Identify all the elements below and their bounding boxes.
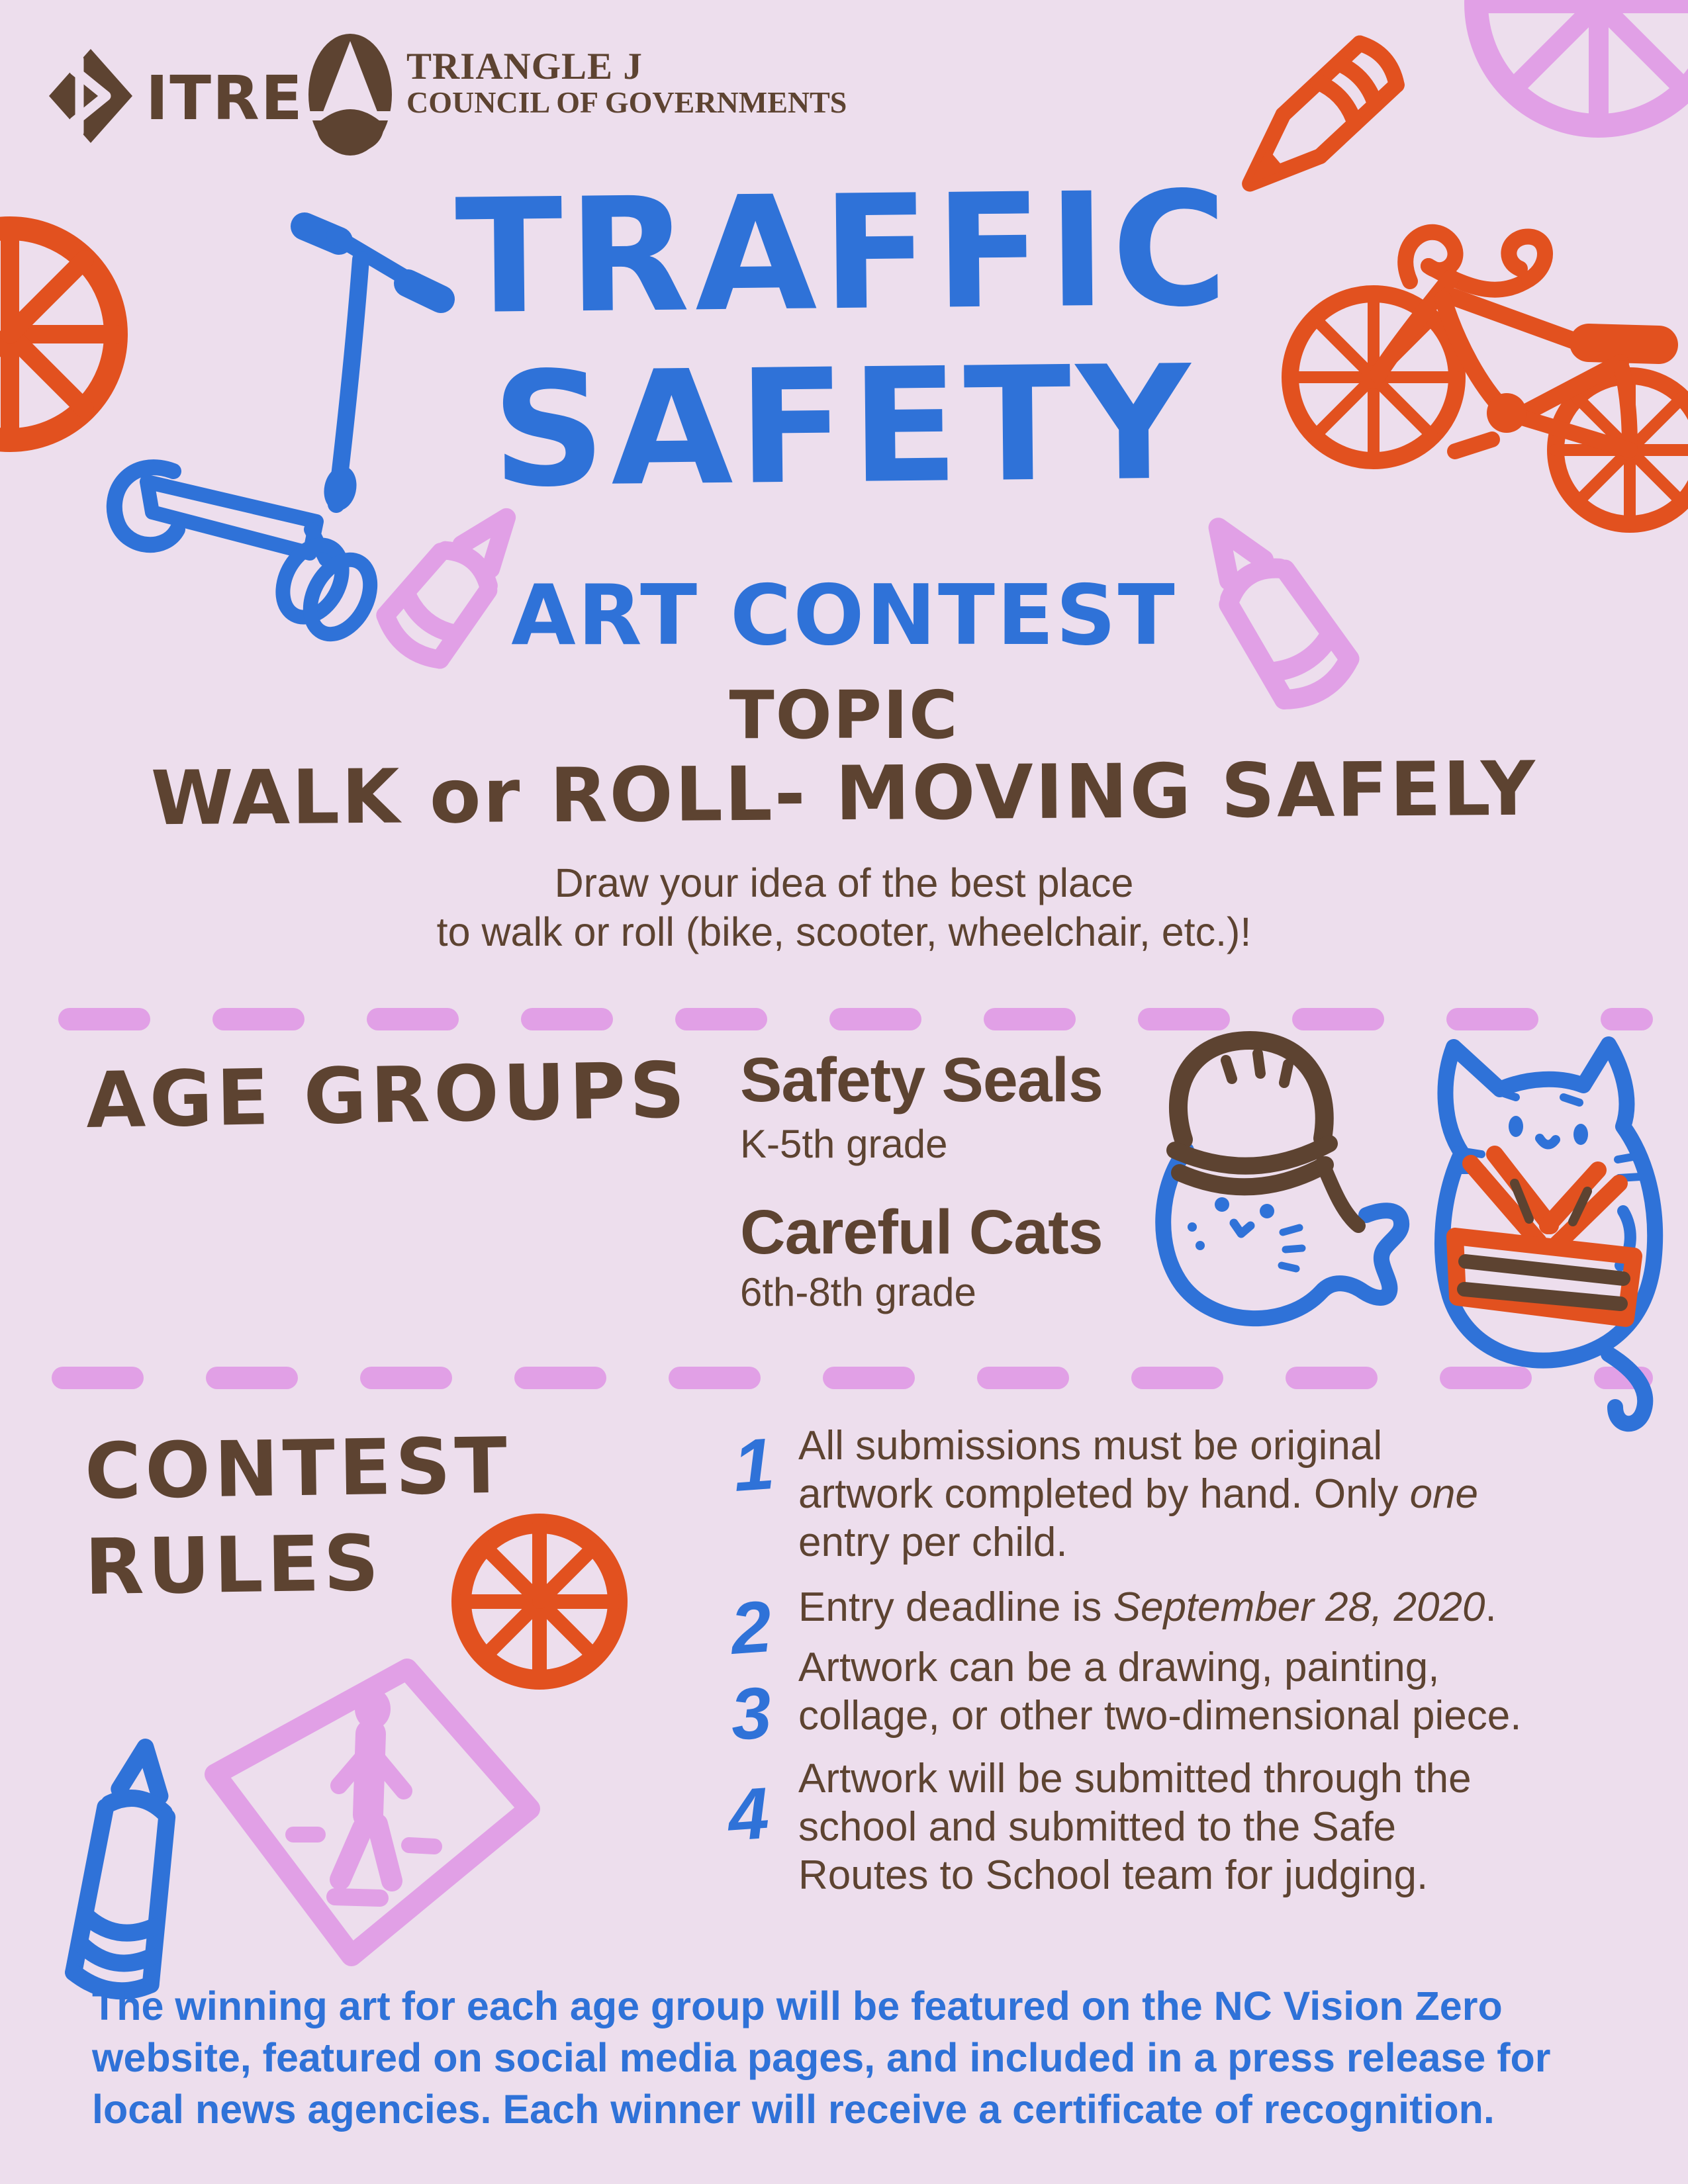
wheel-doodle-top-right-icon bbox=[1476, 0, 1688, 126]
contest-rules-heading-line-2: RULES bbox=[84, 1518, 384, 1613]
footer-line-2: website, featured on social media pages, and included in a press release for bbox=[92, 2035, 1551, 2080]
pedestrian-sign-doodle-icon bbox=[215, 1669, 530, 1956]
topic-label: TOPIC bbox=[729, 676, 959, 754]
contest-rules-heading-line-1: CONTEST bbox=[84, 1421, 512, 1517]
topic-headline: WALK or ROLL- MOVING SAFELY bbox=[150, 745, 1538, 842]
rule-2-number: 2 bbox=[727, 1586, 774, 1670]
tjcog-subtitle: COUNCIL OF GOVERNMENTS bbox=[406, 85, 847, 119]
itre-logo-label: ITRE bbox=[146, 63, 304, 134]
title-line-1: TRAFFIC bbox=[454, 158, 1234, 350]
rule-1-number: 1 bbox=[730, 1423, 777, 1507]
tjcog-name: TRIANGLE J bbox=[406, 46, 643, 87]
footer-line-1: The winning art for each age group will be featured on the NC Vision Zero bbox=[92, 1983, 1503, 2028]
rule-4-text: Artwork will be submitted through the school and submitted to the Safe Routes to School team for judging. bbox=[798, 1756, 1472, 1898]
rule-1-text: All submissions must be original artwork completed by hand. Only one entry per child. bbox=[798, 1423, 1479, 1565]
crayon-doodle-blue-icon bbox=[72, 1742, 183, 1995]
age-group-2-name: Careful Cats bbox=[740, 1197, 1103, 1267]
subtitle-art-contest: ART CONTEST bbox=[511, 567, 1177, 664]
topic-description-line-2: to walk or roll (bike, scooter, wheelchair, etc.)! bbox=[436, 909, 1252, 954]
itre-logo-icon bbox=[49, 49, 132, 143]
rule-4-number: 4 bbox=[725, 1772, 772, 1856]
tjcog-logo-icon bbox=[308, 34, 392, 156]
rule-3-text: Artwork can be a drawing, painting, collage, or other two-dimensional piece. bbox=[798, 1645, 1522, 1739]
careful-cat-doodle-icon bbox=[1442, 1044, 1655, 1424]
age-groups-heading: AGE GROUPS bbox=[85, 1046, 690, 1146]
safety-seal-doodle-icon bbox=[1163, 1040, 1401, 1318]
age-group-2-grades: 6th-8th grade bbox=[740, 1270, 976, 1314]
wheel-doodle-rules-icon bbox=[461, 1524, 618, 1680]
rule-2-text: Entry deadline is September 28, 2020. bbox=[798, 1584, 1497, 1630]
footer-line-3: local news agencies. Each winner will receive a certificate of recognition. bbox=[92, 2087, 1495, 2132]
title-line-2: SAFETY bbox=[491, 332, 1197, 523]
age-group-1-name: Safety Seals bbox=[740, 1045, 1103, 1115]
rule-3-number: 3 bbox=[727, 1672, 774, 1756]
age-group-1-grades: K-5th grade bbox=[740, 1122, 948, 1166]
topic-description-line-1: Draw your idea of the best place bbox=[554, 860, 1134, 905]
